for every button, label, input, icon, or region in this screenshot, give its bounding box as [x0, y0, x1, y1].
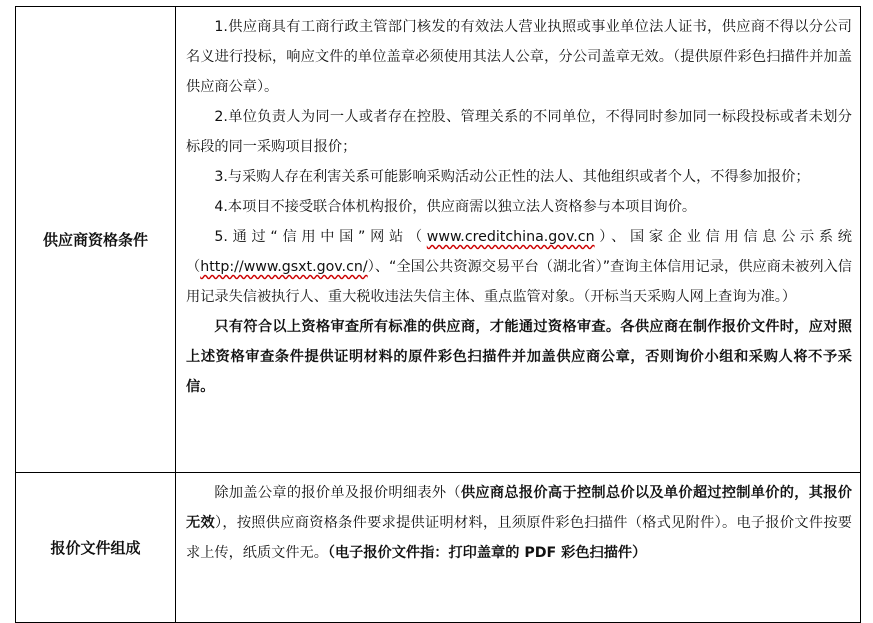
qualification-summary: 只有符合以上资格审查所有标准的供应商，才能通过资格审查。各供应商在制作报价文件时，应对照上述资格审查条件提供证明材料的原件彩色扫描件并加盖供应商公章，否则询价小组和采购人将不予采信。 [186, 319, 852, 395]
quote-documents-text-c: ），按照供应商资格条件要求提供证明材料，且须原件彩色扫描件（格式见附件）。电子报价文件按要求上传，纸质文件无。 [186, 515, 852, 561]
qualification-item-5 [186, 222, 852, 312]
qualification-item-1: 1.供应商具有工商行政主管部门核发的有效法人营业执照或事业单位法人证书，供应商不得以分公司名义进行投标，响应文件的单位盖章必须使用其法人公章，分公司盖章无效。（提供原件彩色扫描件并加盖供应商公章）。 [186, 19, 852, 95]
quote-documents-text-a: 除加盖公章的报价单及报价明细表外（ [214, 485, 461, 501]
creditchina-link[interactable]: www.creditchina.gov.cn [426, 229, 595, 245]
row-label-quote-documents: 报价文件组成 [16, 473, 176, 623]
quote-invalid-condition: 供应商总报价高于控制总价以及单价超过控制单价的，其报价无效 [186, 485, 852, 531]
row-content-supplier-qualification [176, 7, 861, 473]
qualification-item-5-text-a: 5.通过“信用中国”网站（ [214, 229, 427, 245]
row-label-supplier-qualification: 供应商资格条件 [16, 7, 176, 473]
qualification-item-5-text-b: ）、国家企业信用信息公示系统（ [186, 229, 852, 275]
qualification-item-2: 2.单位负责人为同一人或者存在控股、管理关系的不同单位，不得同时参加同一标段投标或者未划分标段的同一采购项目报价； [186, 109, 852, 155]
qualification-item-3: 3.与采购人存在利害关系可能影响采购活动公正性的法人、其他组织或者个人，不得参加报价； [214, 169, 810, 185]
qualification-item-4: 4.本项目不接受联合体机构报价，供应商需以独立法人资格参与本项目询价。 [214, 199, 697, 215]
table-row-quote-documents [16, 473, 861, 623]
row-content-quote-documents [176, 473, 861, 623]
table-row-supplier-qualification [16, 7, 861, 473]
electronic-file-definition: （电子报价文件指：打印盖章的 PDF 彩色扫描件） [327, 545, 647, 561]
quote-documents-paragraph [186, 478, 852, 568]
qualification-item-5-text-c: ）、“全国公共资源交易平台（湖北省）”查询主体信用记录，供应商未被列入信用记录失信被执行人、重大税收违法失信主体、重点监管对象。（开标当天采购人网上查询为准。） [186, 259, 852, 305]
gsxt-link[interactable]: http://www.gsxt.gov.cn/ [200, 259, 368, 275]
requirements-table [15, 6, 861, 623]
